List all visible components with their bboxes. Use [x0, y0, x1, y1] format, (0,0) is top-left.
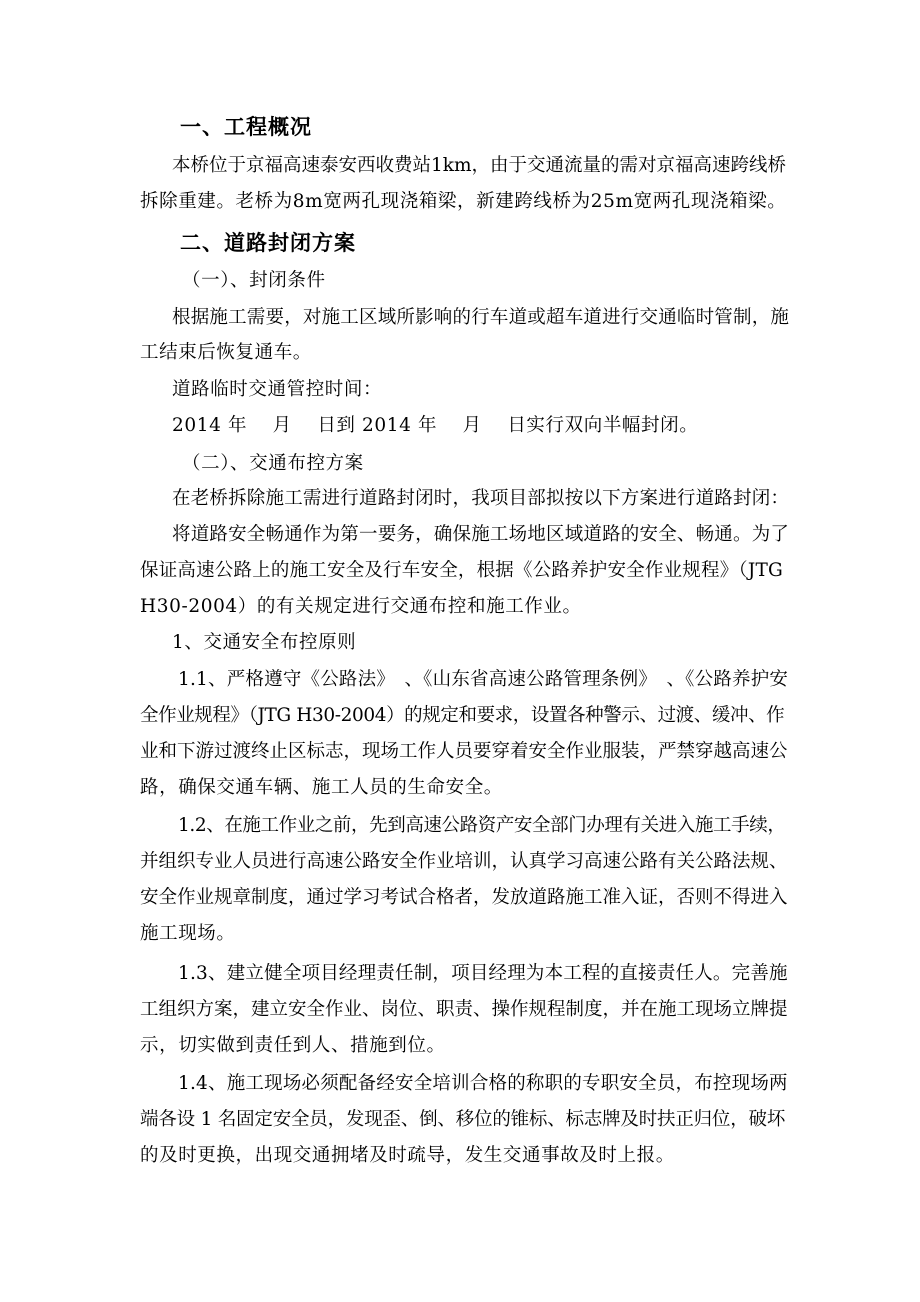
paragraph-line: 全作业规程》（JTG H30-2004）的规定和要求，设置各种警示、过渡、缓冲、作: [140, 705, 785, 726]
subsection-heading-traffic-control-plan: （二）、交通布控方案: [182, 453, 364, 474]
paragraph-line: 在老桥拆除施工需进行道路封闭时，我项目部拟按以下方案进行道路封闭：: [172, 488, 790, 509]
paragraph-line: 根据施工需要，对施工区域所影响的行车道或超车道进行交通临时管制，施: [172, 307, 790, 328]
subsection-heading-closure-conditions: （一）、封闭条件: [182, 270, 326, 291]
paragraph-line: 的及时更换，出现交通拥堵及时疏导，发生交通事故及时上报。: [140, 1145, 675, 1166]
paragraph-line: 安全作业规章制度，通过学习考试合格者，发放道路施工准入证，否则不得进入: [140, 887, 788, 908]
paragraph-line: 示，切实做到责任到人、措施到位。: [140, 1035, 446, 1056]
paragraph-line: 1.2、在施工作业之前，先到高速公路资产安全部门办理有关进入施工手续，: [178, 815, 786, 836]
paragraph-line: 端各设 1 名固定安全员，发现歪、倒、移位的锥标、标志牌及时扶正归位，破坏: [140, 1109, 786, 1130]
paragraph-line: 施工现场。: [140, 923, 236, 944]
paragraph-line: H30-2004）的有关规定进行交通布控和施工作业。: [140, 596, 582, 617]
paragraph-line: 将道路安全畅通作为第一要务，确保施工场地区域道路的安全、畅通。为了: [172, 524, 790, 545]
paragraph-line: 拆除重建。老桥为8m宽两孔现浇箱梁，新建跨线桥为25m宽两孔现浇箱梁。: [140, 191, 787, 212]
section-heading-project-overview: 一、工程概况: [180, 115, 312, 139]
paragraph-line: 业和下游过渡终止区标志，现场工作人员要穿着安全作业服装，严禁穿越高速公: [140, 741, 788, 762]
control-time-label: 道路临时交通管控时间：: [172, 379, 383, 400]
paragraph-line: 并组织专业人员进行高速公路安全作业培训，认真学习高速公路有关公路法规、: [140, 851, 788, 872]
paragraph-line: 工组织方案，建立安全作业、岗位、职责、操作规程制度，并在施工现场立牌提: [140, 999, 788, 1020]
paragraph-line: 工结束后恢复通车。: [140, 342, 312, 363]
control-time-value: 2014 年 月 日到 2014 年 月 日实行双向半幅封闭。: [172, 415, 699, 436]
principle-heading: 1、交通安全布控原则: [172, 632, 357, 653]
paragraph-line: 路，确保交通车辆、施工人员的生命安全。: [140, 777, 503, 798]
paragraph-line: 1.4、施工现场必须配备经安全培训合格的称职的专职安全员，布控现场两: [178, 1073, 788, 1094]
paragraph-line: 1.1、严格遵守《公路法》 、《山东省高速公路管理条例》 、《公路养护安: [178, 669, 789, 690]
paragraph-line: 保证高速公路上的施工安全及行车安全，根据《公路养护安全作业规程》（JTG: [140, 560, 783, 581]
paragraph-line: 本桥位于京福高速泰安西收费站1km，由于交通流量的需对京福高速跨线桥: [172, 155, 787, 176]
paragraph-line: 1.3、建立健全项目经理责任制，项目经理为本工程的直接责任人。完善施: [178, 963, 788, 984]
section-heading-road-closure: 二、道路封闭方案: [180, 231, 356, 255]
